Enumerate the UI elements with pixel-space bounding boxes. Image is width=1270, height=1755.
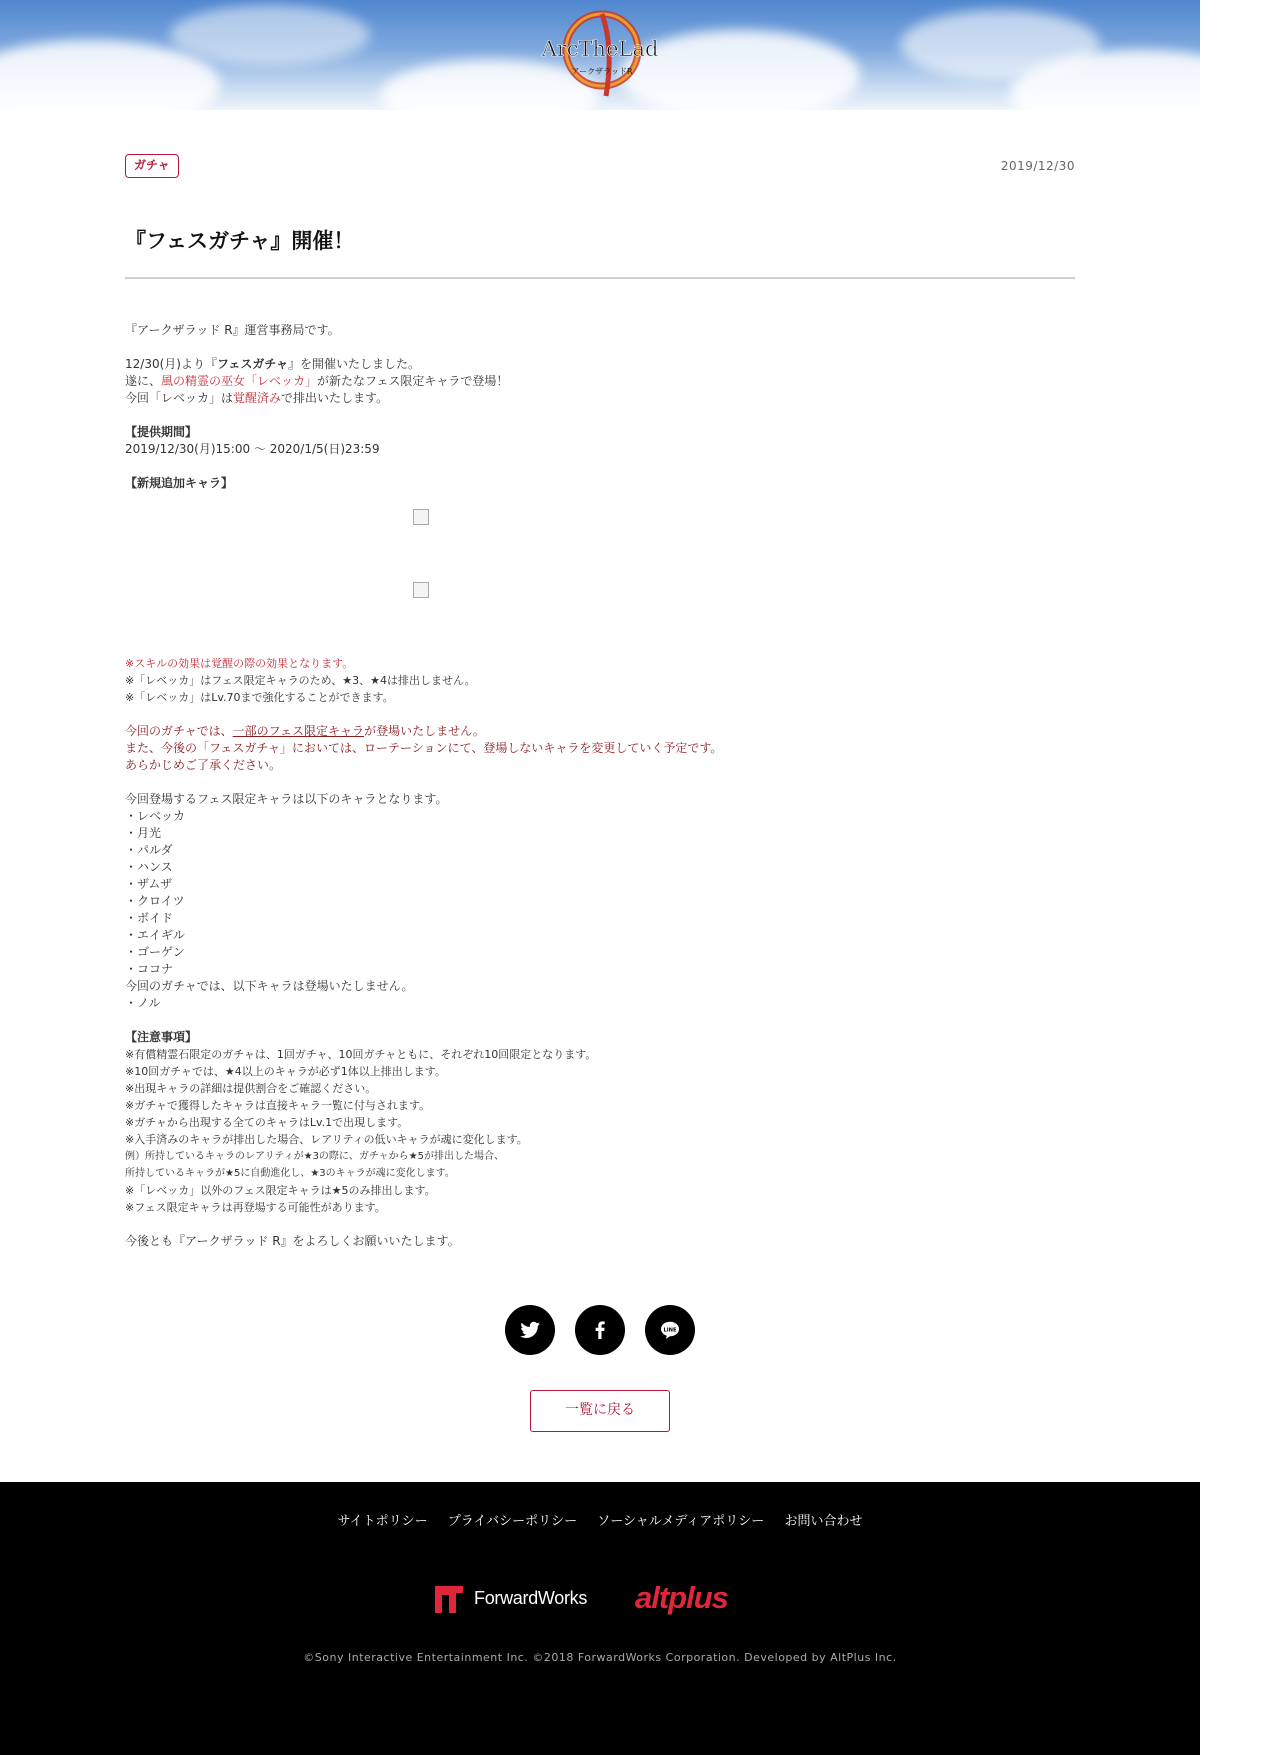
- copyright: ©Sony Interactive Entertainment Inc. ©2018 ForwardWorks Corporation. Developed by AltPlus Inc.: [303, 1651, 897, 1664]
- paragraph-line: 12/30(月)より『フェスガチャ』を開催いたしました。: [125, 357, 421, 371]
- character-image-placeholder: [125, 509, 1075, 582]
- footer-link-contact[interactable]: お問い合わせ: [784, 1514, 863, 1529]
- list-item: ・エイギル: [125, 928, 185, 942]
- facebook-icon: [588, 1318, 612, 1342]
- list-item: ・ボイド: [125, 911, 174, 925]
- new-character-heading: 【新規追加キャラ】: [125, 476, 234, 490]
- caution-line: ※10回ガチャでは、★4以上のキャラが必ず1体以上排出します。: [125, 1065, 446, 1078]
- footer-link-site-policy[interactable]: サイトポリシー: [337, 1514, 428, 1529]
- footer-link-privacy-policy[interactable]: プライバシーポリシー: [447, 1514, 578, 1529]
- note-line: ※「レベッカ」はフェス限定キャラのため、★3、★4は排出しません。: [125, 674, 476, 687]
- site-header: [0, 0, 1200, 110]
- fes-notice-line: また、今後の「フェスガチャ」においては、ローテーションにて、登場しないキャラを変更していく予定です。: [125, 741, 723, 755]
- category-badge[interactable]: ガチャ: [125, 154, 179, 178]
- broken-image-icon: [413, 582, 429, 598]
- list-item: ・ココナ: [125, 962, 174, 976]
- list-item: ・パルダ: [125, 843, 173, 857]
- article-meta: [125, 154, 1075, 178]
- footer-links: [0, 1510, 1200, 1529]
- list-item: ・ゴーゲン: [125, 945, 185, 959]
- list-item: ・クロイツ: [125, 894, 185, 908]
- caution-heading: 【注意事項】: [125, 1030, 198, 1044]
- forwardworks-logo-icon: [432, 1583, 466, 1617]
- svg-text:LINE: LINE: [663, 1327, 677, 1334]
- facebook-share-button[interactable]: [575, 1305, 625, 1355]
- arc-the-lad-logo[interactable]: [541, 8, 659, 100]
- caution-line: ※入手済みのキャラが排出した場合、レアリティの低いキャラが魂に変化します。: [125, 1133, 528, 1146]
- line-share-button[interactable]: [645, 1305, 695, 1355]
- note-line: ※「レベッカ」はLv.70まで強化することができます。: [125, 691, 394, 704]
- caution-line: ※ガチャで獲得したキャラは直接キャラ一覧に付与されます。: [125, 1099, 431, 1112]
- cloud-decor: [170, 5, 370, 65]
- period-heading: 【提供期間】: [125, 425, 198, 439]
- caution-line: ※有償精霊石限定のガチャは、1回ガチャ、10回ガチャともに、それぞれ10回限定となります。: [125, 1048, 597, 1061]
- cloud-decor: [0, 40, 220, 130]
- back-to-list-button[interactable]: 一覧に戻る: [530, 1390, 670, 1432]
- twitter-share-button[interactable]: [505, 1305, 555, 1355]
- list-item: ・ザムザ: [125, 877, 173, 891]
- intro-text: 『アークザラッド R』運営事務局です。: [125, 323, 340, 337]
- svg-text:アークザラッドR: アークザラッドR: [571, 67, 633, 76]
- caution-line: 例）所持しているキャラのレアリティが★3の際に、ガチャから★5が排出した場合、: [125, 1151, 504, 1162]
- caution-line: ※ガチャから出現する全てのキャラはLv.1で出現します。: [125, 1116, 409, 1129]
- line-icon: [658, 1318, 682, 1342]
- article-title: 『フェスガチャ』開催！: [125, 229, 355, 253]
- period-text: 2019/12/30(月)15:00 〜 2020/1/5(日)23:59: [125, 442, 380, 456]
- excluded-heading: 今回のガチャでは、以下キャラは登場いたしません。: [125, 979, 414, 993]
- list-item: ・月光: [125, 826, 162, 840]
- paragraph-line: 遂に、風の精霊の巫女「レベッカ」が新たなフェス限定キャラで登場！: [125, 374, 509, 388]
- caution-line: 所持しているキャラが★5に自動進化し、★3のキャラが魂に変化します。: [125, 1168, 455, 1179]
- list-heading: 今回登場するフェス限定キャラは以下のキャラとなります。: [125, 792, 448, 806]
- caution-line: ※フェス限定キャラは再登場する可能性があります。: [125, 1201, 386, 1214]
- fes-notice-line: あらかじめご了承ください。: [125, 758, 282, 772]
- paragraph-line: 今回「レベッカ」は覚醒済みで排出いたします。: [125, 391, 389, 405]
- outro-text: 今後とも『アークザラッド R』をよろしくお願いいたします。: [125, 1234, 460, 1248]
- character-image-placeholder: [125, 582, 1075, 655]
- article-date: 2019/12/30: [1000, 159, 1075, 173]
- skill-note: ※スキルの効果は覚醒の際の効果となります。: [125, 657, 354, 670]
- twitter-icon: [518, 1318, 542, 1342]
- article-body: [125, 322, 1075, 1250]
- site-footer: [0, 1482, 1200, 1755]
- broken-image-icon: [413, 509, 429, 525]
- list-item: ・ノル: [125, 996, 161, 1010]
- list-item: ・ハンス: [125, 860, 173, 874]
- caution-line: ※出現キャラの詳細は提供割合をご確認ください。: [125, 1082, 377, 1095]
- fes-notice-line: 今回のガチャでは、一部のフェス限定キャラが登場いたしません。: [125, 724, 485, 738]
- list-item: ・レベッカ: [125, 809, 186, 823]
- altplus-logo: altplus: [635, 1580, 728, 1615]
- svg-text:ArcTheLad: ArcTheLad: [541, 37, 659, 61]
- footer-link-social-media-policy[interactable]: ソーシャルメディアポリシー: [597, 1514, 765, 1529]
- cloud-decor: [1010, 50, 1270, 140]
- caution-line: ※「レベッカ」以外のフェス限定キャラは★5のみ排出します。: [125, 1184, 436, 1197]
- title-divider: [125, 277, 1075, 279]
- fes-limited-link[interactable]: 一部のフェス限定キャラ: [232, 724, 365, 738]
- forwardworks-logo: ForwardWorks: [474, 1588, 588, 1608]
